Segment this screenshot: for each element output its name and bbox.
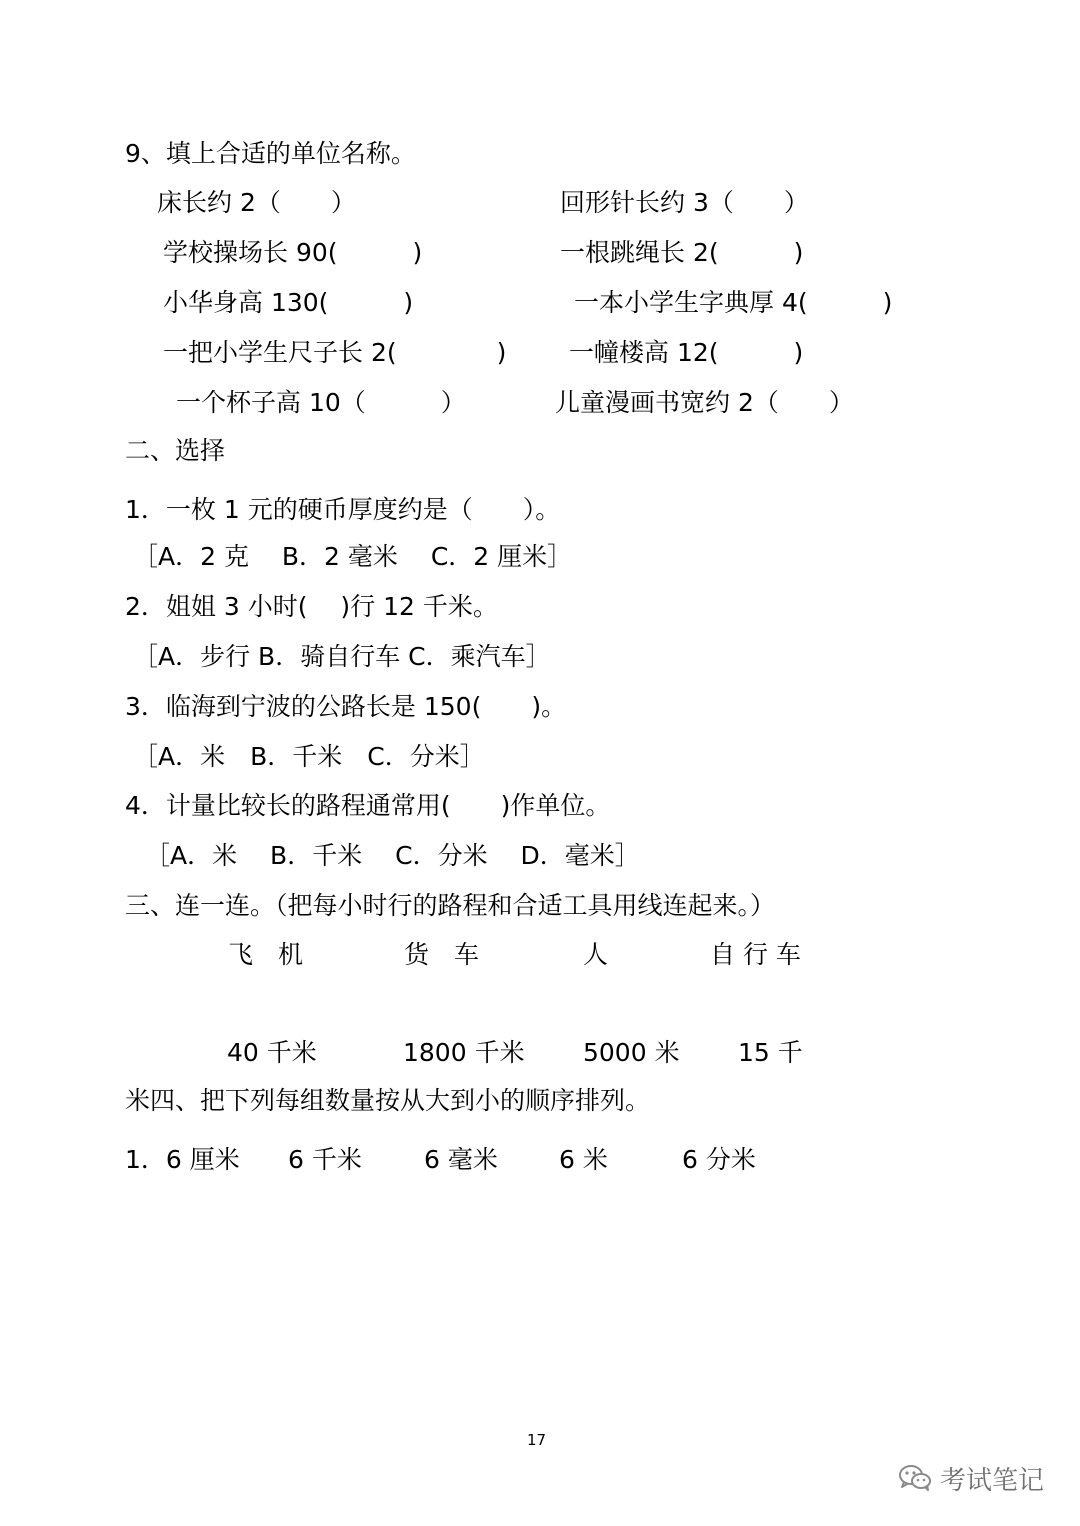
watermark (898, 1458, 1044, 1498)
wechat-icon (898, 1464, 932, 1492)
distance-label: 1800 千米 (403, 1038, 525, 1067)
section-title: 三、连一连。（把每小时行的路程和合适工具用线连起来。） (125, 891, 776, 920)
q9-item: 学校操场长 90( ) (163, 238, 423, 267)
choice-question: 1．一枚 1 元的硬币厚度约是（ ）。 (125, 495, 561, 524)
q9-item: 床长约 2（ ） (157, 188, 356, 217)
q9-item: 回形针长约 3（ ） (560, 188, 809, 217)
q9-title: 9、填上合适的单位名称。 (125, 139, 416, 168)
order-item: 6 分米 (682, 1145, 756, 1174)
section-title: 米四、把下列每组数量按从大到小的顺序排列。 (125, 1086, 651, 1115)
choice-question: 3．临海到宁波的公路长是 150( )。 (125, 692, 567, 721)
q9-item: 一本小学生字典厚 4( ) (574, 288, 893, 317)
order-item: 6 毫米 (424, 1145, 498, 1174)
q9-item: 一个杯子高 10（ ） (176, 388, 466, 417)
distance-label: 40 千米 (227, 1038, 317, 1067)
q9-item: 儿童漫画书宽约 2（ ） (555, 388, 854, 417)
choice-question: 4．计量比较长的路程通常用( )作单位。 (125, 791, 611, 820)
order-item: 6 千米 (288, 1145, 362, 1174)
order-item: 6 米 (559, 1145, 608, 1174)
q9-item: 一把小学生尺子长 2( ) (163, 338, 507, 367)
q9-item: 小华身高 130( ) (163, 288, 414, 317)
choice-options: ［A．2 克 B．2 毫米 C．2 厘米］ (133, 542, 573, 571)
vehicle-label: 货 车 (404, 940, 480, 969)
choice-options: ［A．米 B．千米 C．分米］ (133, 742, 485, 771)
q9-item: 一幢楼高 12( ) (569, 338, 804, 367)
distance-label: 5000 米 (583, 1038, 680, 1067)
q9-item: 一根跳绳长 2( ) (560, 238, 804, 267)
choice-question: 2．姐姐 3 小时( )行 12 千米。 (125, 592, 498, 621)
choice-options: ［A．米 B．千米 C．分米 D．毫米］ (145, 841, 640, 870)
section-title: 二、选择 (125, 436, 226, 465)
vehicle-label: 自 行 车 (710, 940, 801, 969)
watermark-text: 考试笔记 (940, 1465, 1045, 1496)
page-number: 17 (527, 1431, 547, 1449)
distance-label: 15 千 (738, 1038, 803, 1067)
vehicle-label: 飞 机 (228, 940, 304, 969)
order-item: 1．6 厘米 (125, 1145, 240, 1174)
vehicle-label: 人 (583, 940, 609, 969)
choice-options: ［A．步行 B．骑自行车 C．乘汽车］ (133, 642, 551, 671)
